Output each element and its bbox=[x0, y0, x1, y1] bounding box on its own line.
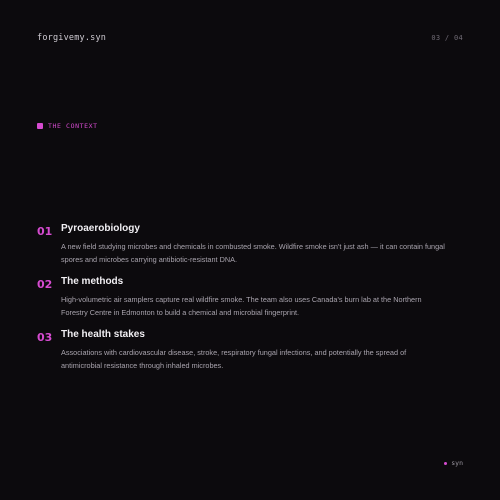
item-title: Pyroaerobiology bbox=[61, 223, 140, 234]
item-description: High-volumetric air samplers capture real wildfire smoke. The team also uses Canada's burn lab at the Northern Forestry Centre in Edmonton to build a chemical and microbial fingerprint. bbox=[61, 295, 422, 317]
item-body bbox=[61, 329, 447, 372]
context-list bbox=[37, 223, 447, 382]
page-counter: 03 / 04 bbox=[431, 34, 463, 42]
section-label: THE CONTEXT bbox=[48, 122, 98, 130]
footer-tag bbox=[444, 459, 463, 467]
list-item bbox=[37, 276, 447, 319]
item-body bbox=[61, 223, 447, 266]
item-description: A new field studying microbes and chemicals in combusted smoke. Wildfire smoke isn't just ash — it can contain fungal spores and microbes carrying antibiotic-resistant DNA. bbox=[61, 242, 445, 264]
dot-icon bbox=[444, 462, 447, 465]
item-number: 01 bbox=[37, 225, 53, 238]
item-number: 02 bbox=[37, 278, 53, 291]
item-body bbox=[61, 276, 447, 319]
square-bullet-icon bbox=[37, 123, 43, 129]
section-tag bbox=[37, 122, 98, 130]
list-item bbox=[37, 223, 447, 266]
item-description: Associations with cardiovascular disease, stroke, respiratory fungal infections, and potentially the spread of antimicrobial resistance through inhaled microbes. bbox=[61, 348, 407, 370]
brand-name: forgivemy.syn bbox=[37, 33, 107, 43]
item-title: The methods bbox=[61, 276, 124, 287]
list-item bbox=[37, 329, 447, 372]
item-number: 03 bbox=[37, 331, 53, 344]
footer-label: syn bbox=[451, 459, 463, 467]
item-title: The health stakes bbox=[61, 329, 145, 340]
